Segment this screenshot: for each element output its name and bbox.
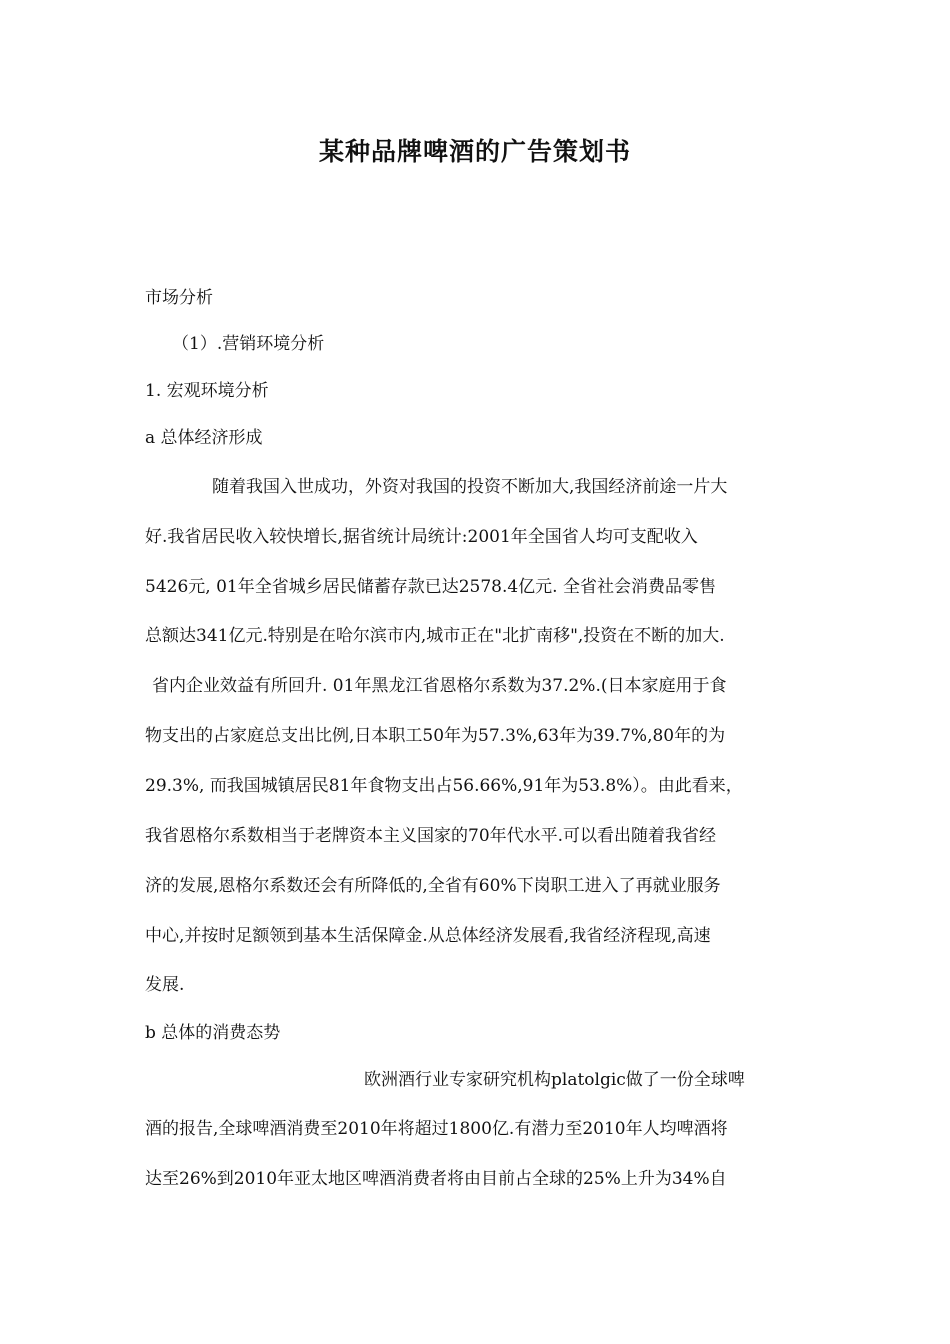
paragraph-line: 济的发展,恩格尔系数还会有所降低的,全省有60%下岗职工进入了再就业服务 xyxy=(145,876,721,896)
heading-consumption-trend: b 总体的消费态势 xyxy=(145,1023,281,1043)
paragraph-line: 达至26%到2010年亚太地区啤酒消费者将由目前占全球的25%上升为34%自 xyxy=(145,1169,727,1189)
section-heading-market-analysis: 市场分析 xyxy=(145,288,213,308)
paragraph-line: 随着我国入世成功，外资对我国的投资不断加大,我国经济前途一片大 xyxy=(212,477,728,497)
subsection-heading-marketing-environment: （1）.营销环境分析 xyxy=(172,334,325,354)
paragraph-line: 省内企业效益有所回升. 01年黑龙江省恩格尔系数为37.2%.(日本家庭用于食 xyxy=(152,676,727,696)
document-title: 某种品牌啤酒的广告策划书 xyxy=(318,137,631,166)
heading-overall-economy: a 总体经济形成 xyxy=(145,428,263,448)
paragraph-line: 欧洲酒行业专家研究机构platolgic做了一份全球啤 xyxy=(364,1070,745,1090)
heading-macro-environment: 1. 宏观环境分析 xyxy=(145,381,269,401)
paragraph-line: 发展. xyxy=(145,975,185,995)
paragraph-line: 中心,并按时足额领到基本生活保障金.从总体经济发展看,我省经济程现,高速 xyxy=(145,926,711,946)
paragraph-line: 29.3%, 而我国城镇居民81年食物支出占56.66%,91年为53.8%）。由此看来， xyxy=(145,776,743,796)
paragraph-line: 酒的报告,全球啤酒消费至2010年将超过1800亿.有潜力至2010年人均啤酒将 xyxy=(145,1119,728,1139)
paragraph-line: 总额达341亿元.特别是在哈尔滨市内,城市正在"北扩南移",投资在不断的加大. xyxy=(145,626,725,646)
paragraph-line: 我省恩格尔系数相当于老牌资本主义国家的70年代水平.可以看出随着我省经 xyxy=(145,826,717,846)
paragraph-line: 好.我省居民收入较快增长,据省统计局统计:2001年全国省人均可支配收入 xyxy=(145,527,698,547)
paragraph-line: 物支出的占家庭总支出比例,日本职工50年为57.3%,63年为39.7%,80年的为 xyxy=(145,726,726,746)
paragraph-line: 5426元, 01年全省城乡居民储蓄存款已达2578.4亿元. 全省社会消费品零售 xyxy=(145,577,716,597)
